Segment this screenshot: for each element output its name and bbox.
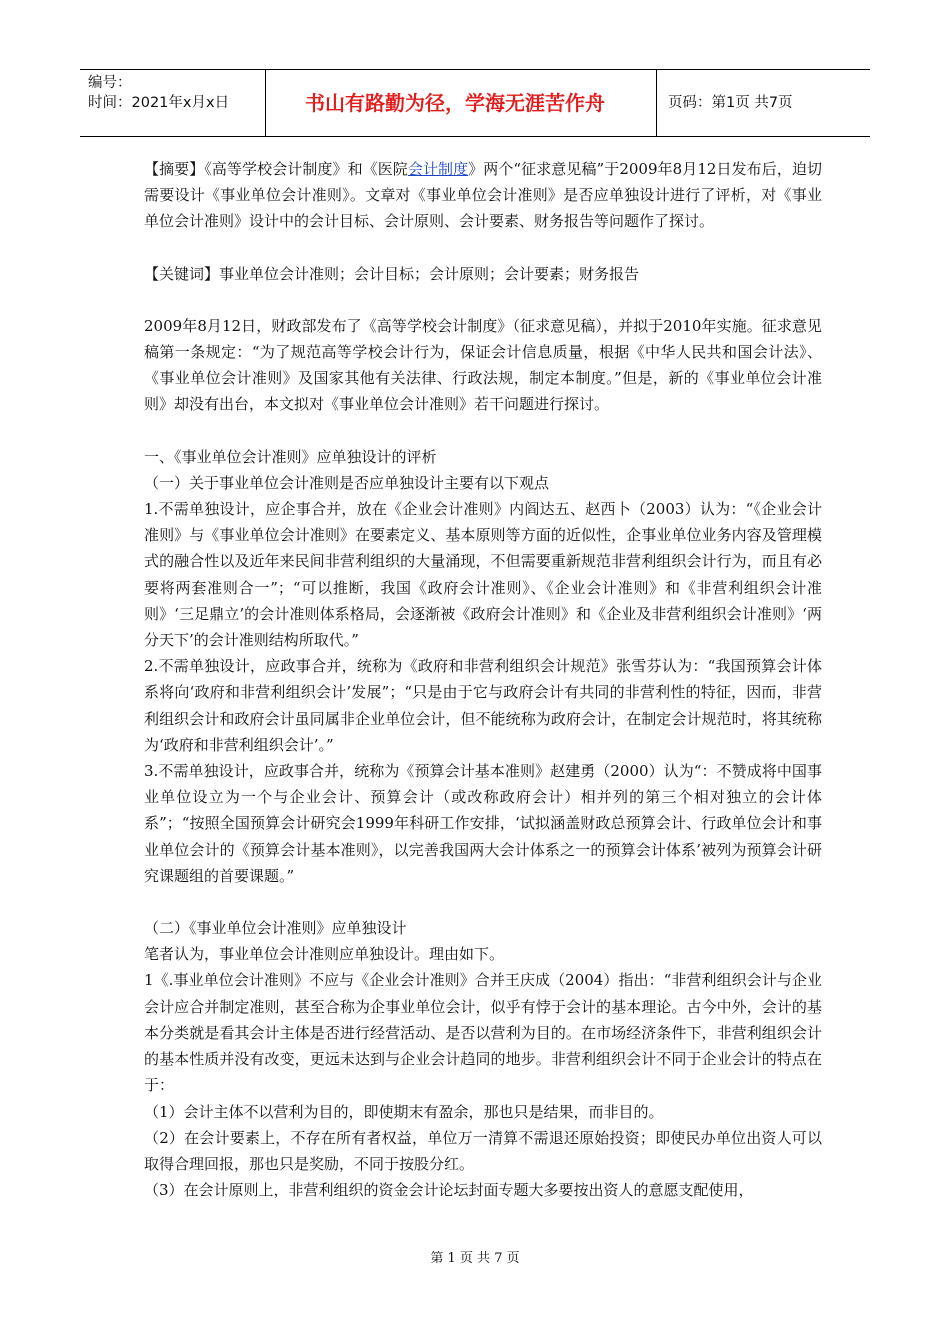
feature-2-paragraph: （2）在会计要素上，不存在所有者权益，单位万一清算不需退还原始投资；即使民办单位出资人可以取得合理回报，那也只是奖励，不同于按股分红。 <box>144 1128 822 1173</box>
paragraph-gap <box>144 418 822 444</box>
abstract-paragraph <box>144 156 822 235</box>
keywords-paragraph: 【关键词】事业单位会计准则；会计目标；会计原则；会计要素；财务报告 <box>144 264 640 283</box>
viewpoint-2-paragraph: 2.不需单独设计，应政事合并，统称为《政府和非营利组织会计规范》张雪芬认为：“我国预算会计体系将向‘政府和非营利组织会计’发展”；“只是由于它与政府会计有共同的非营利性的特征，因而，非营利组织会计和政府会计虽同属非企业单位会计，但不能统称为政府会计，在制定会计规范时，将其统称为‘政府和非营利组织会计’。” <box>144 657 822 754</box>
abstract-label: 【摘要】 <box>144 160 205 178</box>
subsection-heading-2: （二）《事业单位会计准则》应单独设计 <box>144 919 407 938</box>
document-number-label: 编号： <box>88 75 132 91</box>
viewpoint-1-paragraph: 1.不需单独设计，应企事合并，放在《企业会计准则》内阎达五、赵西卜（2003）认为：“《企业会计准则》与《事业单位会计准则》在要素定义、基本原则等方面的近似性，企事业单位业务内容及管理模式的融合性以及近年来民间非营利组织的大量涌现，不但需要重新规范非营利组织会计行为，而且有必要将两套准则合一”；“可以推断，我国《政府会计准则》、《企业会计准则》和《非营利组织会计准则》‘三足鼎立’的会计准则体系格局，会逐渐被《政府会计准则》和《企业及非营利组织会计准则》‘两分天下’的会计准则结构所取代。” <box>144 500 822 650</box>
section-heading-1: 一、《事业单位会计准则》应单独设计的评析 <box>144 447 437 466</box>
header-motto: 书山有路勤为径，学海无涯苦作舟 <box>305 91 605 115</box>
paragraph-gap <box>144 889 822 915</box>
document-body <box>144 156 822 1203</box>
abstract-text-after-link: 》两个“征求意见稿”于2009年8月12日发布后，迫切需要设计《事业单位会计准则》。文章对《事业单位会计准则》是否应单独设计进行了评析，对《事业单位会计准则》设计中的会计目标、会计原则、会计要素、财务报告等问题作了探讨。 <box>144 160 822 231</box>
reason-1-paragraph: 1《.事业单位会计准则》不应与《企业会计准则》合并王庆成（2004）指出：“非营利组织会计与企业会计应合并制定准则，甚至合称为企事业单位会计，似乎有悖于会计的基本理论。古今中外，会计的基本分类就是看其会计主体是否进行经营活动、是否以营利为目的。在市场经济条件下，非营利组织会计的基本性质并没有改变，更远未达到与企业会计趋同的地步。非营利组织会计不同于企业会计的特点在于： <box>144 971 822 1095</box>
header-meta <box>88 73 229 113</box>
abstract-text-before-link: 《高等学校会计制度》和《医院 <box>204 160 408 178</box>
subsection-heading-1: （一）关于事业单位会计准则是否应单独设计主要有以下观点 <box>144 473 550 492</box>
paragraph-gap <box>144 287 822 313</box>
author-opinion-paragraph: 笔者认为，事业单位会计准则应单独设计。理由如下。 <box>144 945 505 964</box>
document-time-label: 时间：2021年x月x日 <box>88 95 230 111</box>
page-footer: 第 1 页 共 7 页 <box>430 1251 520 1266</box>
paragraph-gap <box>144 235 822 261</box>
feature-1-paragraph: （1）会计主体不以营利为目的，即使期末有盈余，那也只是结果，而非目的。 <box>144 1102 664 1121</box>
header-divider <box>656 70 657 136</box>
feature-3-paragraph: （3）在会计原则上，非营利组织的资金会计论坛封面专题大多要按出资人的意愿支配使用， <box>144 1181 754 1200</box>
accounting-system-link[interactable]: 会计制度 <box>407 160 469 178</box>
intro-paragraph: 2009年8月12日，财政部发布了《高等学校会计制度》（征求意见稿），并拟于2010年实施。征求意见稿第一条规定：“为了规范高等学校会计行为，保证会计信息质量，根据《中华人民共和国会计法》、《事业单位会计准则》及国家其他有关法律、行政法规，制定本制度。”但是，新的《事业单位会计准则》却没有出台，本文拟对《事业单位会计准则》若干问题进行探讨。 <box>144 316 822 414</box>
page-header <box>80 69 870 137</box>
header-page-label: 页码：第1页 共7页 <box>668 95 793 111</box>
viewpoint-3-paragraph: 3.不需单独设计，应政事合并，统称为《预算会计基本准则》赵建勇（2000）认为“：不赞成将中国事业单位设立为一个与企业会计、预算会计（或改称政府会计）相并列的第三个相对独立的会计体系”；“按照全国预算会计研究会1999年科研工作安排，‘试拟涵盖财政总预算会计、行政单位会计和事业单位会计的《预算会计基本准则》，以完善我国两大会计体系之一的预算会计体系’被列为预算会计研究课题组的首要课题。” <box>144 762 822 885</box>
